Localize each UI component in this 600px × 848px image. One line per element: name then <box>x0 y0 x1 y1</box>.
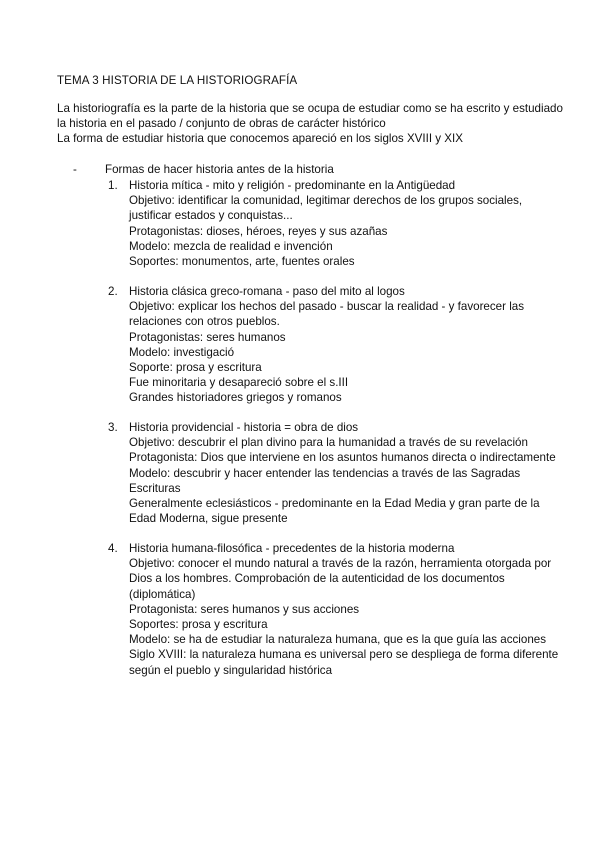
list-item-line: Objetivo: descubrir el plan divino para la humanidad a través de su revelación <box>129 436 528 450</box>
list-item-line: (diplomática) <box>129 587 196 601</box>
list-item-line: Modelo: descubrir y hacer entender las tendencias a través de las Sagradas <box>129 466 521 480</box>
intro-paragraph <box>57 101 563 147</box>
list-item-line: Modelo: investigació <box>129 345 235 359</box>
list-item-line: Dios a los hombres. Comprobación de la autenticidad de los documentos <box>129 572 505 586</box>
list-item-line: Protagonista: Dios que interviene en los asuntos humanos directa o indirectamente <box>129 451 556 465</box>
list-item-body <box>129 420 559 526</box>
list-item-line: justificar estados y conquistas... <box>129 209 293 223</box>
list-item-line: Objetivo: identificar la comunidad, legitimar derechos de los grupos sociales, <box>129 194 523 208</box>
bullet-item <box>73 162 334 177</box>
list-item-line: Soporte: prosa y escritura <box>129 361 262 375</box>
bullet-text: Formas de hacer historia antes de la historia <box>105 163 334 176</box>
list-item-body <box>129 284 559 406</box>
list-item-heading: Historia providencial - historia = obra de dios <box>129 421 359 434</box>
list-item-number: 3. <box>108 421 118 434</box>
list-item-number: 2. <box>108 285 118 298</box>
intro-line: La forma de estudiar historia que conocemos apareció en los siglos XVIII y XIX <box>57 132 463 146</box>
list-item-heading: Historia mítica - mito y religión - predominante en la Antigüedad <box>129 179 456 192</box>
list-item-line: Objetivo: explicar los hechos del pasado - buscar la realidad - y favorecer las <box>129 300 525 314</box>
list-item-heading: Historia humana-filosófica - precedentes de la historia moderna <box>129 542 455 555</box>
list-item-line: relaciones con otros pueblos. <box>129 315 280 329</box>
list-item-line: Soportes: monumentos, arte, fuentes orales <box>129 255 355 269</box>
list-item-heading: Historia clásica greco-romana - paso del mito al logos <box>129 285 405 298</box>
list-item-line: Siglo XVIII: la naturaleza humana es universal pero se despliega de forma diferente <box>129 648 559 662</box>
list-item-line: Modelo: se ha de estudiar la naturaleza humana, que es la que guía las acciones <box>129 633 547 647</box>
list-item-line: Escrituras <box>129 481 181 495</box>
intro-line: la historia en el pasado / conjunto de obras de carácter histórico <box>57 117 386 131</box>
document-title: TEMA 3 HISTORIA DE LA HISTORIOGRAFÍA <box>57 74 298 87</box>
list-item-line: Edad Moderna, sigue presente <box>129 512 288 526</box>
list-item-line: Generalmente eclesiásticos - predominante en la Edad Media y gran parte de la <box>129 497 540 511</box>
list-item-number: 4. <box>108 542 118 555</box>
intro-line: La historiografía es la parte de la historia que se ocupa de estudiar como se ha escrito y estudiado <box>57 102 563 115</box>
list-item-line: Soportes: prosa y escritura <box>129 618 268 632</box>
list-item-line: Objetivo: conocer el mundo natural a través de la razón, herramienta otorgada por <box>129 557 552 571</box>
list-item-body <box>129 541 559 678</box>
list-item-line: según el pueblo y singularidad histórica <box>129 663 333 677</box>
list-item-number: 1. <box>108 179 118 192</box>
list-item-line: Grandes historiadores griegos y romanos <box>129 391 342 405</box>
list-item-line: Modelo: mezcla de realidad e invención <box>129 239 333 253</box>
list-item-line: Protagonistas: seres humanos <box>129 330 286 344</box>
list-item-line: Protagonistas: dioses, héroes, reyes y sus azañas <box>129 224 388 238</box>
list-item-line: Protagonista: seres humanos y sus acciones <box>129 602 360 616</box>
list-item-line: Fue minoritaria y desapareció sobre el s.III <box>129 376 349 390</box>
list-item-body <box>129 178 559 269</box>
bullet-dash: - <box>73 163 77 176</box>
